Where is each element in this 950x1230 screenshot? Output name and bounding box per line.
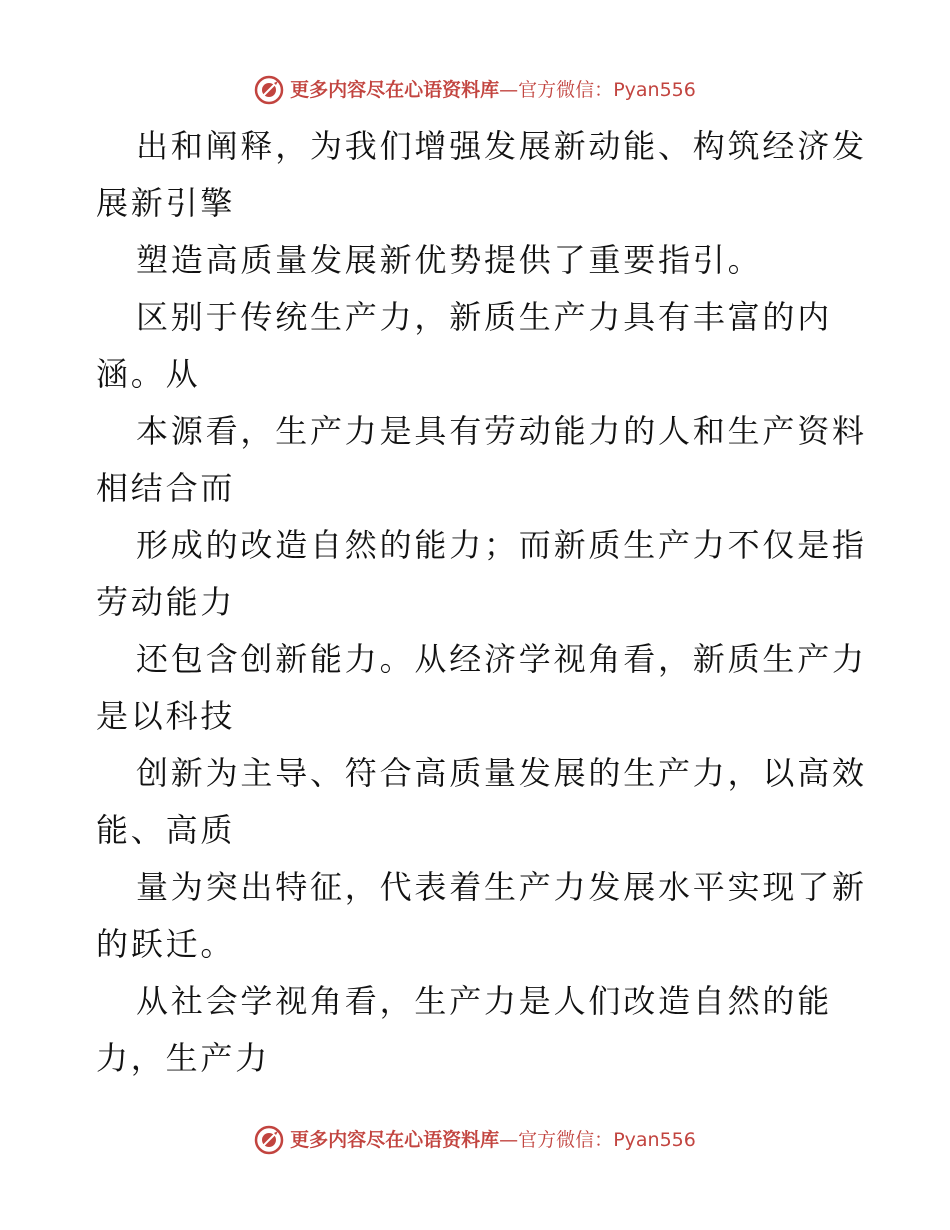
header-wechat-id: Pyan556 <box>613 78 696 101</box>
text-line-content: 创新为主导、符合高质量发展的生产力，以高效 <box>136 754 867 792</box>
text-line <box>96 574 856 631</box>
text-line-content: 劳动能力 <box>96 583 236 621</box>
text-line <box>96 631 867 688</box>
document-body <box>96 118 867 1087</box>
text-line-content: 相结合而 <box>96 469 236 507</box>
footer-text <box>290 1128 696 1151</box>
text-line-content: 出和阐释，为我们增强发展新动能、构筑经济发 <box>136 127 867 165</box>
text-line-content: 形成的改造自然的能力；而新质生产力不仅是指 <box>136 526 867 564</box>
text-line <box>96 346 856 403</box>
text-line <box>96 289 856 346</box>
text-line-content: 还包含创新能力。从经济学视角看，新质生产力 <box>136 640 867 678</box>
text-line-content: 从社会学视角看，生产力是人们改造自然的能 <box>136 982 833 1020</box>
text-line-content: 力，生产力 <box>96 1039 271 1077</box>
header-separator: — <box>499 78 519 101</box>
footer-wechat-id: Pyan556 <box>613 1128 696 1151</box>
header-banner <box>0 70 950 110</box>
text-line <box>96 973 856 1030</box>
header-sub-text: 官方微信： <box>518 78 614 101</box>
header-main-text: 更多内容尽在心语资料库 <box>290 78 500 101</box>
footer-separator: — <box>499 1128 519 1151</box>
text-line <box>96 1030 856 1087</box>
text-line-content: 是以科技 <box>96 697 236 735</box>
text-line-content: 的跃迁。 <box>96 925 236 963</box>
text-line <box>96 517 867 574</box>
text-line-content: 本源看，生产力是具有劳动能力的人和生产资料 <box>136 412 867 450</box>
text-line-content: 量为突出特征，代表着生产力发展水平实现了新 <box>136 868 867 906</box>
footer-sub-text: 官方微信： <box>518 1128 614 1151</box>
seal-logo-icon <box>254 1125 284 1155</box>
text-line <box>96 460 856 517</box>
text-line <box>96 916 856 973</box>
footer-main-text: 更多内容尽在心语资料库 <box>290 1128 500 1151</box>
text-line <box>96 232 856 289</box>
text-line <box>96 175 856 232</box>
text-line <box>96 403 867 460</box>
text-line-content: 区别于传统生产力，新质生产力具有丰富的内 <box>136 298 833 336</box>
text-line <box>96 688 856 745</box>
text-line <box>96 745 867 802</box>
text-line <box>96 118 867 175</box>
text-line <box>96 802 856 859</box>
footer-banner <box>0 1120 950 1160</box>
text-line-content: 能、高质 <box>96 811 236 849</box>
header-text <box>290 78 696 101</box>
text-line <box>96 859 867 916</box>
text-line-content: 展新引擎 <box>96 184 236 222</box>
text-line-content: 涵。从 <box>96 355 201 393</box>
text-line-content: 塑造高质量发展新优势提供了重要指引。 <box>136 241 763 279</box>
seal-logo-icon <box>254 75 284 105</box>
